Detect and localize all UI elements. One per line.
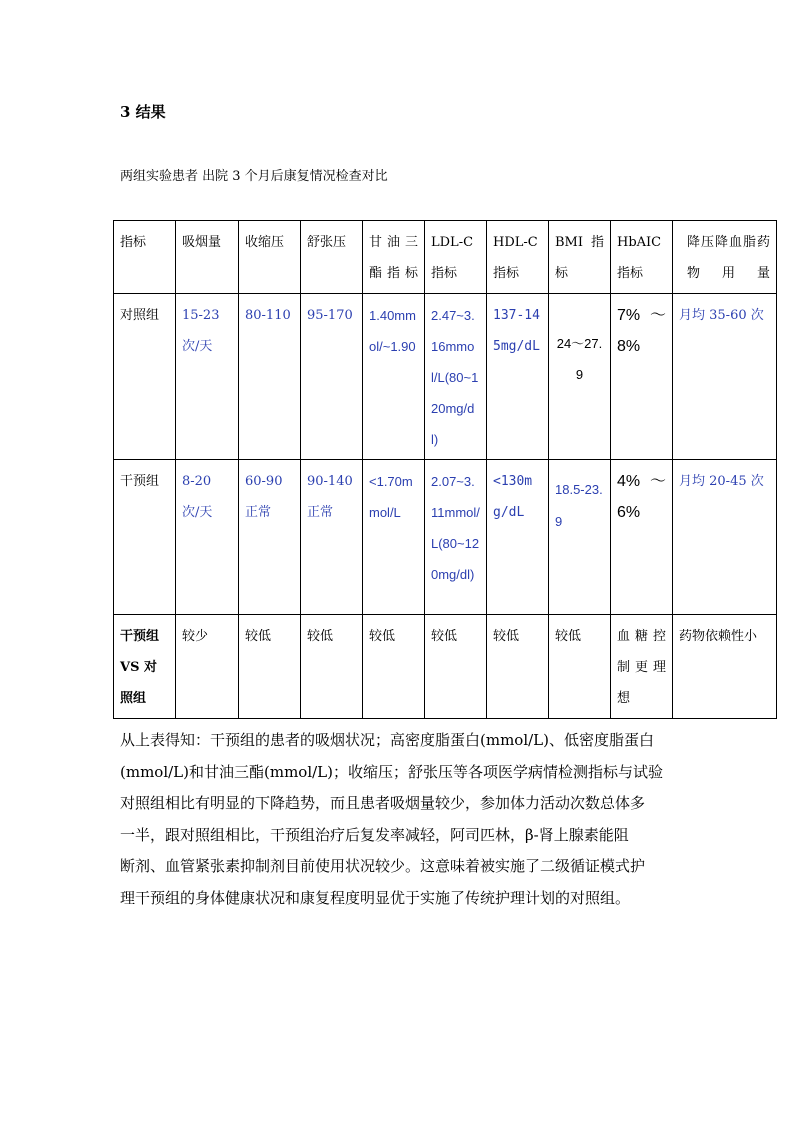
table-cell: 80-110 [239, 294, 301, 460]
table-cell: 对照组 [114, 294, 176, 460]
header-cell: LDL-C指标 [425, 221, 487, 294]
header-cell: 指标 [114, 221, 176, 294]
table-cell: 24～27.9 [549, 294, 611, 460]
table-cell: 较低 [425, 615, 487, 719]
table-cell: 较低 [239, 615, 301, 719]
header-cell: 吸烟量 [176, 221, 239, 294]
results-table [113, 220, 777, 719]
header-cell: 收缩压 [239, 221, 301, 294]
header-cell: 降压降血脂药物用量 [673, 221, 777, 294]
table-cell: 干预组 [114, 460, 176, 615]
header-cell: BMI 指标 [549, 221, 611, 294]
table-cell: <1.70mmol/L [363, 460, 425, 615]
header-cell: HbAIC指标 [611, 221, 673, 294]
table-cell: 137-145mg/dL [487, 294, 549, 460]
table-cell: 18.5-23.9 [549, 460, 611, 615]
table-header-row [114, 221, 777, 294]
paragraph-line: 对照组相比有明显的下降趋势，而且患者吸烟量较少，参加体力活动次数总体多 [120, 794, 646, 812]
paragraph-line: 一半，跟对照组相比，干预组治疗后复发率减轻，阿司匹林，β-肾上腺素能阻 [120, 825, 629, 844]
header-cell: HDL-C指标 [487, 221, 549, 294]
table-cell: 血糖控制更理想 [611, 615, 673, 719]
table-cell: 月均 20-45 次 [673, 460, 777, 615]
table-cell: 7% ～ 8% [611, 294, 673, 460]
paragraph-line: 从上表得知：干预组的患者的吸烟状况；高密度脂蛋白(mmol/L)、低密度脂蛋白 [120, 731, 654, 749]
section-heading: 3 结果 [120, 103, 166, 121]
paragraph-line: 断剂、血管紧张素抑制剂目前使用状况较少。这意味着被实施了二级循证模式护 [120, 857, 646, 875]
table-cell: 药物依赖性小 [673, 615, 777, 719]
table-row-control [114, 294, 777, 460]
paragraph-line: (mmol/L)和甘油三酯(mmol/L)；收缩压；舒张压等各项医学病情检测指标与试验 [120, 762, 663, 781]
header-cell: 舒张压 [301, 221, 363, 294]
table-cell: 干预组 VS 对照组 [114, 615, 176, 719]
table-row-compare [114, 615, 777, 719]
table-cell: <130mg/dL [487, 460, 549, 615]
table-cell: 2.47~3.16mmol/L(80~120mg/dl) [425, 294, 487, 460]
header-cell: 甘油三酯指标 [363, 221, 425, 294]
table-cell: 较低 [301, 615, 363, 719]
table-cell: 8-20 次/天 [176, 460, 239, 615]
table-cell: 95-170 [301, 294, 363, 460]
table-cell: 15-23次/天 [176, 294, 239, 460]
table-row-intervention [114, 460, 777, 615]
table-cell: 60-90正常 [239, 460, 301, 615]
table-cell: 4% ～ 6% [611, 460, 673, 615]
table-cell: 较少 [176, 615, 239, 719]
table-cell: 月均 35-60 次 [673, 294, 777, 460]
table-cell: 较低 [549, 615, 611, 719]
table-cell: 1.40mmol/~1.90 [363, 294, 425, 460]
table-cell: 较低 [487, 615, 549, 719]
table-cell: 2.07~3.11mmol/L(80~120mg/dl) [425, 460, 487, 615]
conclusion-paragraph [120, 725, 680, 914]
table-cell: 90-140正常 [301, 460, 363, 615]
table-cell: 较低 [363, 615, 425, 719]
table-caption: 两组实验患者 出院 3 个月后康复情况检查对比 [120, 169, 388, 184]
paragraph-line: 理干预组的身体健康状况和康复程度明显优于实施了传统护理计划的对照组。 [120, 888, 631, 907]
